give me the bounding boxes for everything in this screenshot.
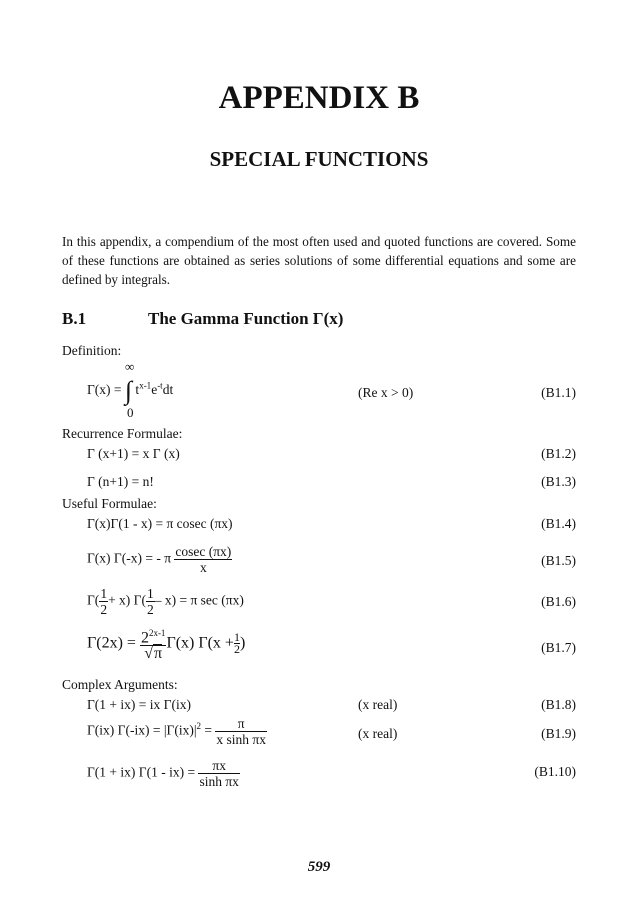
eq-b1-7-close: )	[239, 634, 246, 652]
equation-b1-2: Γ (x+1) = x Γ (x)	[87, 446, 180, 461]
eq-b1-9-den: x sinh πx	[216, 732, 266, 747]
tag-b1-10: (B1.10)	[534, 764, 576, 779]
eq-b1-6-d1: 2	[100, 602, 108, 617]
eq-b1-6-half2	[146, 586, 155, 617]
tag-b1-5: (B1.5)	[541, 553, 576, 568]
eq-b1-7-den-pi: π	[154, 645, 163, 663]
equation-b1-3: Γ (n+1) = n!	[87, 474, 154, 489]
eq-b1-7-half-d: 2	[233, 642, 240, 657]
tag-b1-9: (B1.9)	[541, 726, 576, 741]
eq-b1-1-exp2: -t	[157, 380, 163, 391]
condition-b1-9: (x real)	[358, 726, 398, 741]
eq-b1-1-dt: dt	[162, 382, 174, 398]
integral-sign: ∫	[124, 376, 133, 405]
intro-paragraph: In this appendix, a compendium of the most often used and quoted functions are covered. Some of these functions are obtained as series solutions of some differential equations and some are defined by integrals.	[62, 234, 576, 287]
eq-b1-10-den: sinh πx	[199, 774, 239, 789]
eq-b1-5-num: cosec (πx)	[175, 544, 232, 559]
appendix-subtitle: SPECIAL FUNCTIONS	[209, 147, 429, 171]
eq-b1-6-n2: 1	[146, 586, 154, 601]
section-title: The Gamma Function Γ(x)	[148, 309, 344, 328]
eq-b1-9-num: π	[215, 716, 267, 732]
eq-b1-1-exp1: x-1	[139, 380, 152, 391]
eq-b1-7-rhs: Γ(x) Γ(x +	[166, 634, 234, 652]
eq-b1-5-fraction	[174, 544, 232, 575]
eq-b1-6-d2: 2	[146, 602, 154, 617]
integral-lower-limit: 0	[127, 405, 134, 420]
section-number: B.1	[62, 309, 87, 328]
eq-b1-9-exp: 2	[196, 721, 202, 732]
equation-b1-7	[87, 626, 245, 661]
equation-b1-9	[87, 716, 267, 747]
eq-b1-7-num-exp: 2x-1	[148, 628, 166, 638]
eq-b1-6-half1	[99, 586, 108, 617]
eq-b1-7-fraction	[140, 626, 167, 661]
tag-b1-2: (B1.2)	[541, 446, 576, 461]
equation-b1-6	[87, 586, 244, 617]
eq-b1-7-half-n: 1	[233, 630, 240, 645]
equation-b1-10	[87, 758, 240, 789]
eq-b1-6-gamma1: Γ(	[87, 592, 100, 608]
eq-b1-5-den: x	[199, 560, 207, 575]
appendix-title: APPENDIX B	[218, 80, 420, 116]
equation-b1-1	[87, 378, 173, 404]
label-recurrence: Recurrence Formulae:	[62, 426, 183, 441]
equation-b1-8: Γ(1 + ix) = ix Γ(ix)	[87, 697, 191, 712]
page-number: 599	[307, 859, 331, 875]
condition-b1-8: (x real)	[358, 697, 398, 712]
integral-upper-limit: ∞	[125, 359, 135, 374]
eq-b1-9-fraction	[215, 716, 267, 747]
tag-b1-8: (B1.8)	[541, 697, 576, 712]
eq-b1-1-lhs: Γ(x) =	[87, 382, 122, 398]
eq-b1-10-fraction	[198, 758, 239, 789]
eq-b1-7-den: √π	[144, 645, 163, 663]
eq-b1-1-t: t	[135, 382, 140, 398]
eq-b1-9-lhs: Γ(ix) Γ(-ix) = |Γ(ix)|	[87, 722, 197, 738]
eq-b1-7-lhs: Γ(2x) =	[87, 634, 136, 652]
tag-b1-1: (B1.1)	[541, 385, 576, 400]
eq-b1-10-lhs: Γ(1 + ix) Γ(1 - ix) =	[87, 764, 196, 780]
tag-b1-7: (B1.7)	[541, 640, 576, 655]
equation-b1-4: Γ(x)Γ(1 - x) = π cosec (πx)	[87, 516, 233, 531]
label-definition: Definition:	[62, 343, 122, 358]
eq-b1-7-num-base: 2	[140, 629, 149, 647]
eq-b1-6-end: – x) = π sec (πx)	[154, 592, 244, 608]
equation-b1-5	[87, 544, 232, 575]
condition-b1-1: (Re x > 0)	[358, 385, 414, 400]
tag-b1-4: (B1.4)	[541, 516, 576, 531]
eq-b1-7-num	[140, 626, 167, 646]
label-useful: Useful Formulae:	[62, 496, 157, 511]
eq-b1-9-equals: =	[204, 722, 213, 738]
label-complex: Complex Arguments:	[62, 677, 178, 692]
tag-b1-3: (B1.3)	[541, 474, 576, 489]
tag-b1-6: (B1.6)	[541, 594, 576, 609]
eq-b1-5-lhs: Γ(x) Γ(-x) = - π	[87, 550, 172, 566]
eq-b1-1-e: e	[151, 382, 158, 398]
eq-b1-6-mid: + x) Γ(	[108, 592, 146, 608]
eq-b1-6-n1: 1	[100, 586, 108, 601]
eq-b1-10-num: πx	[198, 758, 239, 774]
section-heading	[62, 309, 343, 329]
